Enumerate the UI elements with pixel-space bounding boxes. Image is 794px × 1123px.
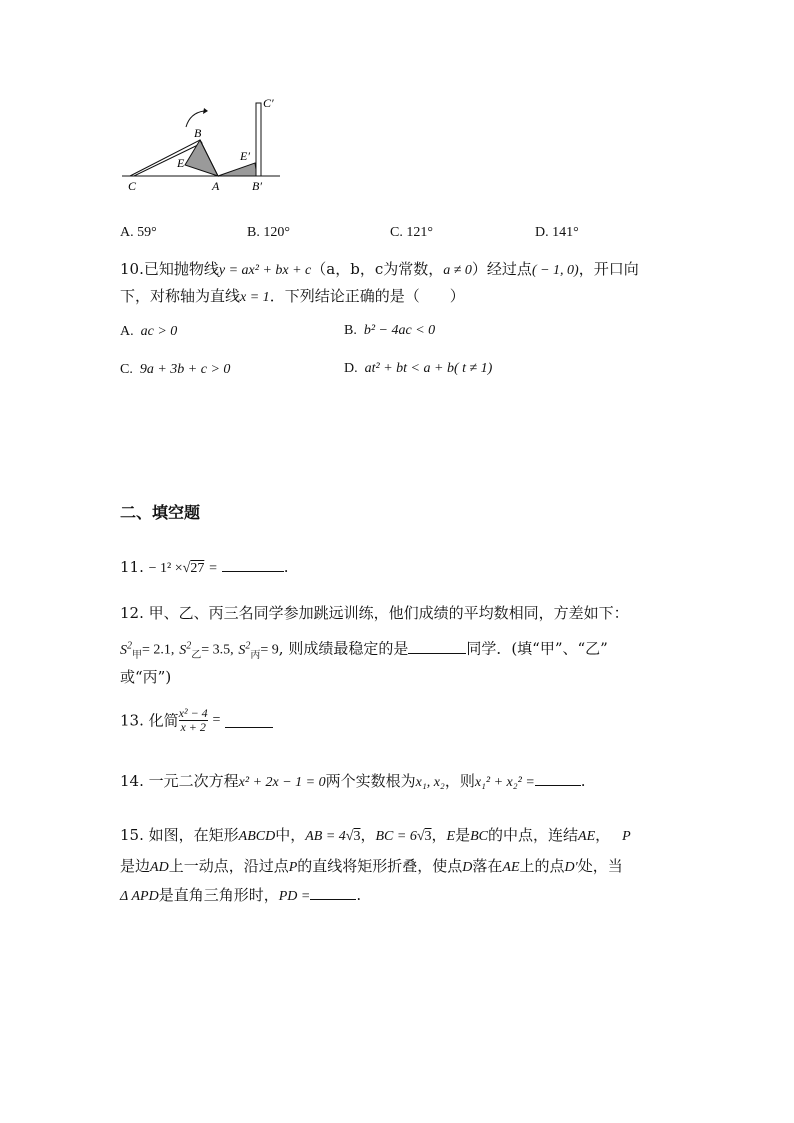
label-B: B bbox=[194, 126, 202, 140]
q14-answer-blank[interactable] bbox=[535, 771, 581, 786]
label-Cp: C′ bbox=[263, 96, 274, 110]
q12-answer-blank[interactable] bbox=[408, 639, 466, 654]
q15-line1: 15. 如图，在矩形ABCD中，AB = 4√3，BC = 6√3，E是BC的中点，连结AE， P bbox=[120, 826, 631, 844]
q10-number: 10. bbox=[120, 260, 144, 278]
q12-line2: $S^2_甲= 2.1$, $S^2_乙= 3.5$, $S^2_丙= 9$, 则成绩最稳定的是 同学．(填“甲”、“乙” bbox=[120, 639, 608, 661]
q9-option-b[interactable]: B. 120° bbox=[247, 225, 290, 240]
q11: 11. − 1² ×√27 = . bbox=[120, 558, 289, 576]
q9-option-c[interactable]: C. 121° bbox=[390, 225, 433, 240]
q10-option-a[interactable]: A. ac > 0 bbox=[120, 324, 178, 339]
rotation-arrow-icon bbox=[186, 111, 204, 127]
q10-line1: 10.已知抛物线y = ax² + bx + c（a，b，c为常数，a ≠ 0）经过点( − 1, 0)，开口向 bbox=[120, 260, 639, 278]
q9-option-a[interactable]: A. 59° bbox=[120, 225, 157, 240]
section-title: 二、填空题 bbox=[120, 503, 201, 522]
geometry-figure bbox=[110, 95, 300, 200]
q10-line2: 下，对称轴为直线x = 1．下列结论正确的是（ ） bbox=[120, 287, 465, 305]
label-E: E bbox=[177, 156, 185, 170]
q10-option-d[interactable]: D. at² + bt < a + b( t ≠ 1) bbox=[344, 361, 493, 376]
q12-line3: 或“丙”) bbox=[120, 668, 172, 686]
label-C: C bbox=[128, 179, 137, 193]
label-Ep: E′ bbox=[240, 149, 250, 163]
q15-line2: 是边AD上一动点，沿过点P的直线将矩形折叠，使点D落在AE上的点D′处，当 bbox=[120, 857, 623, 875]
q13-fraction: $\frac{\text{x² − 4}}{x + 2}$ bbox=[178, 706, 208, 734]
q13: 13. 化简 $\frac{\text{x² − 4}}{x + 2}$ = bbox=[120, 707, 273, 734]
q14: 14. 一元二次方程x² + 2x − 1 = 0两个实数根为x₁, x₂，则x₁² + x₂² = . bbox=[120, 772, 586, 790]
shaded-triangle-right bbox=[218, 163, 257, 176]
q9-option-d[interactable]: D. 141° bbox=[535, 225, 579, 240]
q15-answer-blank[interactable] bbox=[310, 885, 356, 900]
q12-line1: 12. 甲、乙、丙三名同学参加跳远训练，他们成绩的平均数相同，方差如下： bbox=[120, 604, 629, 622]
ruler-vertical bbox=[256, 103, 261, 176]
label-A: A bbox=[212, 179, 220, 193]
q10-option-b[interactable]: B. b² − 4ac < 0 bbox=[344, 323, 436, 338]
q10-option-c[interactable]: C. 9a + 3b + c > 0 bbox=[120, 362, 231, 377]
q13-answer-blank[interactable] bbox=[225, 713, 273, 728]
q10-parabola: y = ax² + bx + c bbox=[218, 263, 312, 278]
q11-answer-blank[interactable] bbox=[222, 557, 284, 572]
label-Bp: B′ bbox=[252, 179, 262, 193]
q15-line3: Δ APD是直角三角形时，PD = . bbox=[120, 886, 362, 904]
